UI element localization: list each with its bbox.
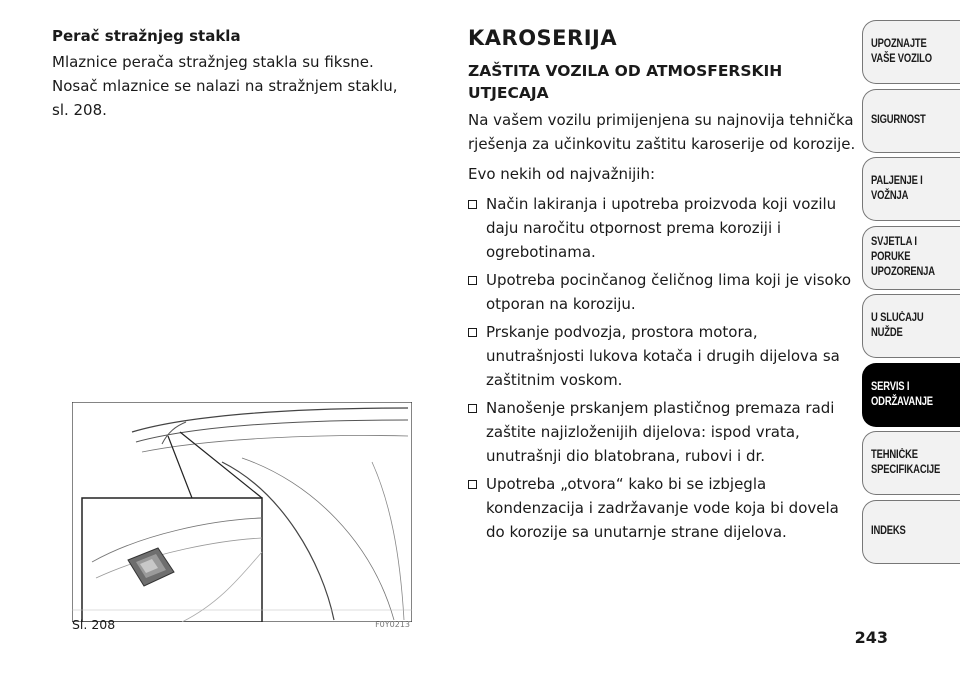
section-title: ZAŠTITA VOZILA OD ATMOSFERSKIH UTJECAJA xyxy=(468,62,783,102)
tab-label: UPOZNAJTE VAŠE VOZILO xyxy=(871,38,932,65)
tab-tehnicke-specifikacije[interactable] xyxy=(862,431,960,495)
list-item-text: Nanošenje prskanjem plastičnog premaza radi zaštite najizloženijih dijelova: ispod vrata, unutrašnji dio blatobrana, rubovi i dr. xyxy=(486,399,835,465)
tab-servis-i-odrzavanje[interactable] xyxy=(862,363,960,427)
tab-indeks[interactable] xyxy=(862,500,960,564)
rear-washer-heading: Perač stražnjeg stakla xyxy=(52,27,241,45)
tab-u-slucaju-nuzde[interactable] xyxy=(862,294,960,358)
list-item xyxy=(468,396,860,468)
list-item xyxy=(468,192,860,264)
rear-washer-text: Mlaznice perača stražnjeg stakla su fiksne. Nosač mlaznice se nalazi na stražnjem staklu, sl. 208. xyxy=(52,53,398,119)
checkbox-bullet-icon xyxy=(468,276,477,285)
figure-rear-washer xyxy=(72,402,412,622)
chapter-title: KAROSERIJA xyxy=(468,26,618,50)
list-item-text: Prskanje podvozja, prostora motora, unutrašnjosti lukova kotača i drugih dijelova sa zaštitnim voskom. xyxy=(486,323,840,389)
figure-code: F0Y0213 xyxy=(375,620,410,629)
left-column xyxy=(52,26,412,128)
list-item xyxy=(468,320,860,392)
checkbox-bullet-icon xyxy=(468,200,477,209)
checkbox-bullet-icon xyxy=(468,328,477,337)
tab-sigurnost[interactable] xyxy=(862,89,960,153)
tab-label: U SLUČAJU NUŽDE xyxy=(871,312,924,339)
protection-list xyxy=(468,192,860,544)
intro-paragraph: Na vašem vozilu primijenjena su najnovija tehnička rješenja za učinkovitu zaštitu karoserije od korozije. xyxy=(468,111,856,153)
checkbox-bullet-icon xyxy=(468,404,477,413)
rear-window-illustration xyxy=(72,402,412,622)
tab-label: INDEKS xyxy=(871,525,906,537)
page-number: 243 xyxy=(854,628,888,647)
tab-upoznajte-vase-vozilo[interactable] xyxy=(862,20,960,84)
figure-label: Sl. 208 xyxy=(72,617,116,632)
list-item-text: Upotreba pocinčanog čeličnog lima koji je visoko otporan na koroziju. xyxy=(486,271,852,313)
list-item xyxy=(468,268,860,316)
tab-label: SERVIS I ODRŽAVANJE xyxy=(871,380,933,408)
figure-caption xyxy=(72,617,412,635)
tab-label: SIGURNOST xyxy=(871,114,926,126)
list-item-text: Način lakiranja i upotreba proizvoda koji vozilu daju naročitu otpornost prema koroziji i ogrebotinama. xyxy=(486,195,837,261)
list-item-text: Upotreba „otvora“ kako bi se izbjegla kondenzacija i zadržavanje vode koja bi dovela do korozije sa unutarnje strane dijelova. xyxy=(486,475,839,541)
right-column xyxy=(468,26,860,548)
lead-paragraph: Evo nekih od najvažnijih: xyxy=(468,165,656,183)
checkbox-bullet-icon xyxy=(468,480,477,489)
tab-label: PALJENJE I VOŽNJA xyxy=(871,175,923,202)
tab-label: TEHNIČKE SPECIFIKACIJE xyxy=(871,449,941,476)
tab-paljenje-i-voznja[interactable] xyxy=(862,157,960,221)
chapter-tabs xyxy=(862,20,960,568)
tab-svjetla-i-poruke-upozorenja[interactable] xyxy=(862,226,960,290)
list-item xyxy=(468,472,860,544)
tab-label: SVJETLA I PORUKE UPOZORENJA xyxy=(871,236,935,278)
